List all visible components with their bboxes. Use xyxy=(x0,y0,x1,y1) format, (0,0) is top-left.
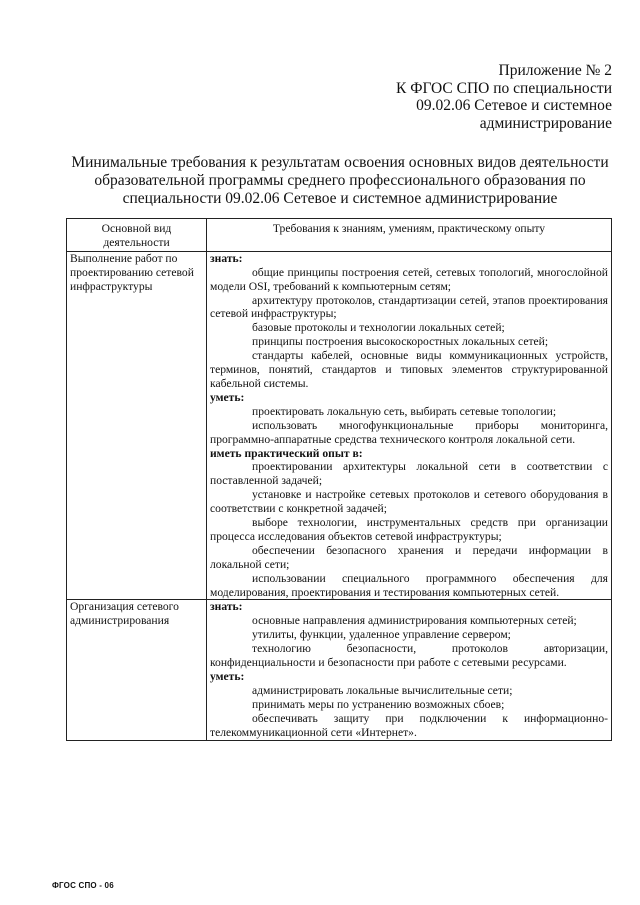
document-title xyxy=(60,154,620,208)
table-row xyxy=(67,251,612,600)
title-line: Минимальные требования к результатам освоения основных видов деятельности xyxy=(71,154,609,171)
requirement-item: администрировать локальные вычислительные сети; xyxy=(252,683,513,697)
requirement-item: обеспечивать защиту при подключении к информационно-телекоммуникационной сети «Интернет». xyxy=(210,711,608,739)
requirement-item: использовать многофункциональные приборы мониторинга, программно-аппаратные средства технического контроля локальной сети. xyxy=(210,418,608,446)
requirement-item: использовании специального программного обеспечения для моделирования, проектирования и тестирования компьютерных сетей. xyxy=(210,571,608,599)
appendix-line: администрирование xyxy=(479,114,612,132)
requirement-item: обеспечении безопасного хранения и передачи информации в локальной сети; xyxy=(210,543,608,571)
requirement-item: принимать меры по устранению возможных сбоев; xyxy=(252,697,505,711)
table-row xyxy=(67,600,612,740)
requirements-cell xyxy=(207,600,612,740)
title-line: образовательной программы среднего профессионального образования по xyxy=(94,172,586,189)
requirement-item: проектировании архитектуры локальной сети в соответствии с поставленной задачей; xyxy=(210,460,608,488)
header-requirements: Требования к знаниям, умениям, практическому опыту xyxy=(207,219,612,252)
activity-cell: Организация сетевого администрирования xyxy=(67,600,207,740)
section-heading: уметь: xyxy=(210,390,245,404)
title-line: специальности 09.02.06 Сетевое и системное администрирование xyxy=(122,190,558,207)
section-heading: иметь практический опыт в: xyxy=(210,446,363,460)
requirement-item: общие принципы построения сетей, сетевых топологий, многослойной модели OSI, требований к компьютерным сетям; xyxy=(210,265,608,293)
table-header-row xyxy=(67,219,612,252)
section-heading: знать: xyxy=(210,251,243,265)
requirement-item: технологию безопасности, протоколов авторизации, конфиденциальности и безопасности при работе с сетевыми ресурсами. xyxy=(210,642,608,670)
header-activity: Основной вид деятельности xyxy=(67,219,207,252)
requirement-item: проектировать локальную сеть, выбирать сетевые топологии; xyxy=(252,404,557,418)
requirement-item: базовые протоколы и технологии локальных сетей; xyxy=(252,321,505,335)
section-heading: уметь: xyxy=(210,670,245,683)
appendix-line: Приложение № 2 xyxy=(498,62,612,79)
appendix-line: К ФГОС СПО по специальности xyxy=(396,79,612,97)
activity-cell: Выполнение работ по проектированию сетевой инфраструктуры xyxy=(67,251,207,600)
requirements-table xyxy=(66,218,612,741)
appendix-line: 09.02.06 Сетевое и системное xyxy=(416,97,612,114)
footer-code: ФГОС СПО - 06 xyxy=(52,881,114,890)
requirement-item: принципы построения высокоскоростных локальных сетей; xyxy=(252,335,549,349)
appendix-block xyxy=(312,62,612,132)
requirement-item: стандарты кабелей, основные виды коммуникационных устройств, терминов, понятий, стандартов и типовых элементов структурированной кабельной системы. xyxy=(210,349,608,390)
requirement-item: основные направления администрирования компьютерных сетей; xyxy=(252,614,577,628)
requirements-cell xyxy=(207,251,612,600)
section-heading: знать: xyxy=(210,600,243,614)
requirement-item: выборе технологии, инструментальных средств при организации процесса исследования объектов сетевой инфраструктуры; xyxy=(210,516,608,543)
requirement-item: установке и настройке сетевых протоколов и сетевого оборудования в соответствии с конкретной задачей; xyxy=(210,488,608,516)
requirement-item: утилиты, функции, удаленное управление сервером; xyxy=(252,628,511,642)
table-body xyxy=(67,251,612,740)
requirement-item: архитектуру протоколов, стандартизации сетей, этапов проектирования сетевой инфраструктуры; xyxy=(210,293,608,321)
